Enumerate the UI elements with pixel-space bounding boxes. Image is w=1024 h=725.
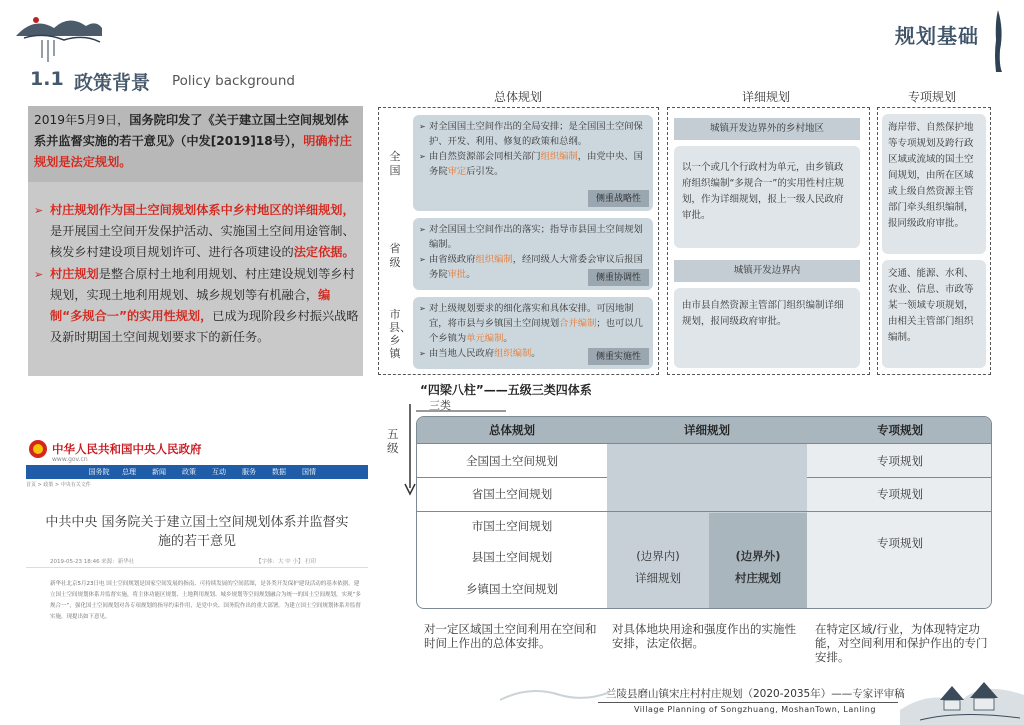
- row-divider: [417, 511, 992, 512]
- ink-village-decoration: [900, 640, 1024, 725]
- c-l1a: 对上级规划要求的细化落实和具体安排。可因地制宜，将市县与乡镇国土空间规划: [429, 303, 634, 329]
- footer-project-title: 兰陵县磨山镇宋庄村村庄规划（2020-2035年）——专家评审稿: [606, 688, 905, 700]
- gov-site-url: www.gov.cn: [52, 456, 88, 463]
- intro-bullet-1: [50, 200, 360, 263]
- gov-nav-item[interactable]: 互动: [212, 468, 226, 476]
- bullet-arrow-icon: ➢: [34, 204, 44, 217]
- card-special-sector: 交通、能源、水利、农业、信息、市政等某一领域专项规划，由相关主管部门组织编制。: [882, 260, 986, 368]
- c-l2b: 组织编制: [494, 348, 532, 359]
- tag-implementation: 侧重实施性: [588, 348, 649, 365]
- bullet-arrow-icon: ➢: [34, 268, 44, 281]
- outside-village-l1: (边界外): [735, 549, 781, 563]
- b1-highlight2: 法定依据。: [293, 245, 355, 259]
- brush-stroke-decoration: [990, 10, 1010, 72]
- outside-village-l2: 村庄规划: [735, 571, 781, 585]
- para1-date: 2019年5月9日，: [34, 113, 130, 127]
- th-special: 专项规划: [877, 423, 923, 437]
- provincial-line-1: ➢ 对全国国土空间作出的落实；指导市县国土空间规划编制。: [419, 222, 647, 252]
- para1-highlight: 明确村庄规划是法定规划。: [34, 134, 352, 169]
- three-types-label: 三类: [429, 399, 451, 412]
- gov-headline-line1: 中共中央 国务院关于建立国土空间规划体系并监督实: [45, 515, 349, 530]
- special-row-1: 专项规划: [877, 454, 923, 468]
- n-l2e: 后引发。: [466, 166, 504, 177]
- row-divider: [807, 477, 992, 478]
- national-line-2: [419, 149, 647, 179]
- desc-detailed: 对具体地块用途和强度作出的实施性安排，法定依据。: [612, 622, 796, 650]
- gov-nav-item[interactable]: 数据: [272, 468, 286, 476]
- gov-divider: [26, 567, 368, 568]
- gov-headline-line2: 施的若干意见: [157, 534, 236, 549]
- card-provincial: [413, 218, 653, 290]
- gov-nav-item[interactable]: 国情: [302, 468, 316, 476]
- col-head-detailed: 详细规划: [742, 90, 791, 104]
- row-township: 乡镇国土空间规划: [466, 582, 558, 596]
- n-l2d: 审定: [447, 166, 467, 177]
- gov-nav-item[interactable]: 国务院: [88, 468, 110, 476]
- b2-text: 是整合原村土地利用规划、村庄建设规划等乡村规划，实现土地利用规划、城乡规划等有机融合，: [50, 267, 355, 302]
- planning-system-table: [416, 416, 992, 609]
- level-label-provincial: 省级: [389, 242, 401, 269]
- row-divider: [417, 443, 992, 444]
- b2-highlight: 村庄规划: [50, 267, 99, 281]
- level-label-city: 市县、乡镇: [389, 308, 411, 360]
- gov-nav-bar: [26, 465, 368, 479]
- row-national: 全国国土空间规划: [466, 454, 558, 468]
- tag-coordination: 侧重协调性: [588, 269, 649, 286]
- ink-wave-decoration: [500, 680, 610, 710]
- gov-tools: 【字体：大 中 小】 打印: [256, 559, 317, 565]
- n-l2c: ，由党中央、国务院: [429, 151, 643, 177]
- gov-breadcrumb: 首页 > 政策 > 中央有关文件: [26, 482, 91, 488]
- system-slogan: “四梁八柱”——五级三类四体系: [420, 383, 592, 397]
- special-row-2: 专项规划: [877, 487, 923, 501]
- n-l2a: 由自然资源部会同相关部门: [429, 151, 541, 162]
- th-detailed: 详细规划: [684, 423, 730, 437]
- page-main-title: 规划基础: [895, 24, 979, 48]
- c-l1e: 。: [503, 333, 513, 344]
- p-l2d: 审批: [447, 269, 467, 280]
- p-l2b: 组织编制: [475, 254, 513, 265]
- c-l1b: 合并编制: [559, 318, 597, 329]
- b2-highlight2: 编制“多规合一”的实用性规划，: [50, 288, 331, 323]
- bar-outside-boundary: 城镇开发边界外的乡村地区: [674, 118, 860, 140]
- row-divider: [417, 477, 607, 478]
- gov-nav-item[interactable]: 政策: [182, 468, 196, 476]
- footer-project-title-en: Village Planning of Songzhuang, MoshanTown, Lanling: [634, 705, 876, 714]
- intro-text: [28, 106, 363, 376]
- card-special-region: 海岸带、自然保护地等专项规划及跨行政区域或流域的国土空间规划，由所在区域或上级自然资源主管部门牵头组织编制，报同级政府审批。: [882, 114, 986, 254]
- row-city: 市国土空间规划: [471, 519, 553, 533]
- gov-website-screenshot: [26, 435, 368, 628]
- b1-text: 是开展国土空间开发保护活动、实施国土空间用途管制、核发乡村建设项目规划许可、进行各项建设的: [50, 224, 355, 259]
- row-provincial: 省国土空间规划: [471, 487, 553, 501]
- card-inside-boundary: 由市县自然资源主管部门组织编制详细规划，报同级政府审批。: [674, 288, 860, 368]
- n-l2b: 组织编制: [540, 151, 578, 162]
- c-l1d: 单元编制: [466, 333, 504, 344]
- b2-text2: 已成为现阶段乡村振兴战略及新时期国土空间规划要求下的新任务。: [50, 309, 359, 344]
- th-overall: 总体规划: [489, 423, 535, 437]
- para1-doc: 国务院印发了《关于建立国土空间规划体系并监督实施的若干意见》（中发[2019]18号），: [34, 113, 349, 148]
- bar-inside-boundary: 城镇开发边界内: [674, 260, 860, 282]
- p-l2a: 由省级政府: [429, 254, 476, 265]
- tag-strategic: 侧重战略性: [588, 190, 649, 207]
- gov-nav-item[interactable]: 总理: [122, 468, 136, 476]
- intro-para1: [34, 110, 359, 173]
- desc-special: 在特定区域/行业，为体现特定功能，对空间利用和保护作出的专门安排。: [815, 622, 988, 664]
- c-l1c: ；也可以几个乡镇为: [429, 318, 643, 344]
- footer-divider: [598, 702, 898, 703]
- five-levels-label: 五级: [387, 427, 399, 455]
- inside-detailed-l1: (边界内): [636, 549, 680, 563]
- intro-bullet-2: [50, 264, 360, 348]
- card-national: [413, 115, 653, 211]
- c-l2a: 由当地人民政府: [429, 348, 495, 359]
- col-head-overall: 总体规划: [494, 90, 543, 104]
- row-county: 县国土空间规划: [471, 550, 553, 564]
- desc-overall: 对一定区域国土空间利用在空间和时间上作出的总体安排。: [424, 622, 597, 650]
- gov-body-text: 新华社北京5月23日电 国土空间规划是国家空间发展的指南、可持续发展的空间蓝图，是各类开发保护建设活动的基本依据。建立国土空间规划体系并监督实施，将主体功能区规划、土地利用规划、城乡规划等空间规划融合为统一的国土空间规划，实现“多规合一”，强化国土空间规划对各专项规划的指导约束作用，是党中央、国务院作出的重大部署。为建立国土空间规划体系并监督实施，现提出如下意见。: [50, 581, 361, 620]
- gov-meta: 2019-05-23 18:46 来源：新华社: [50, 559, 135, 565]
- card-outside-boundary: 以一个或几个行政村为单元，由乡镇政府组织编制“多规合一”的实用性村庄规划，作为详细规划，报上一级人民政府审批。: [674, 146, 860, 248]
- special-row-3: 专项规划: [877, 536, 923, 550]
- national-emblem-icon: [28, 439, 48, 459]
- gov-site-name: 中华人民共和国中央人民政府: [52, 442, 202, 456]
- section-number: 1.1: [30, 68, 64, 90]
- ink-landscape-logo: [14, 6, 104, 64]
- national-line-1: ➢ 对全国国土空间作出的全局安排；是全国国土空间保护、开发、利用、修复的政策和总纲。: [419, 119, 647, 149]
- card-city: [413, 297, 653, 369]
- p-l2e: 。: [466, 269, 476, 280]
- city-line-1: [419, 301, 647, 346]
- level-label-national: 全国: [389, 150, 401, 177]
- inside-detailed-l2: 详细规划: [635, 571, 681, 585]
- col-head-special: 专项规划: [908, 90, 957, 104]
- gov-headline: [26, 513, 368, 551]
- c-l2c: 。: [531, 348, 541, 359]
- section-title: 政策背景: [74, 72, 151, 94]
- p-l2c: ，经同级人大常委会审议后报国务院: [429, 254, 643, 280]
- section-title-en: Policy background: [172, 73, 295, 89]
- gov-nav-item[interactable]: 新闻: [152, 468, 166, 476]
- gov-nav-item[interactable]: 服务: [242, 468, 256, 476]
- b1-highlight: 村庄规划作为国土空间规划体系中乡村地区的详细规划，: [50, 203, 355, 217]
